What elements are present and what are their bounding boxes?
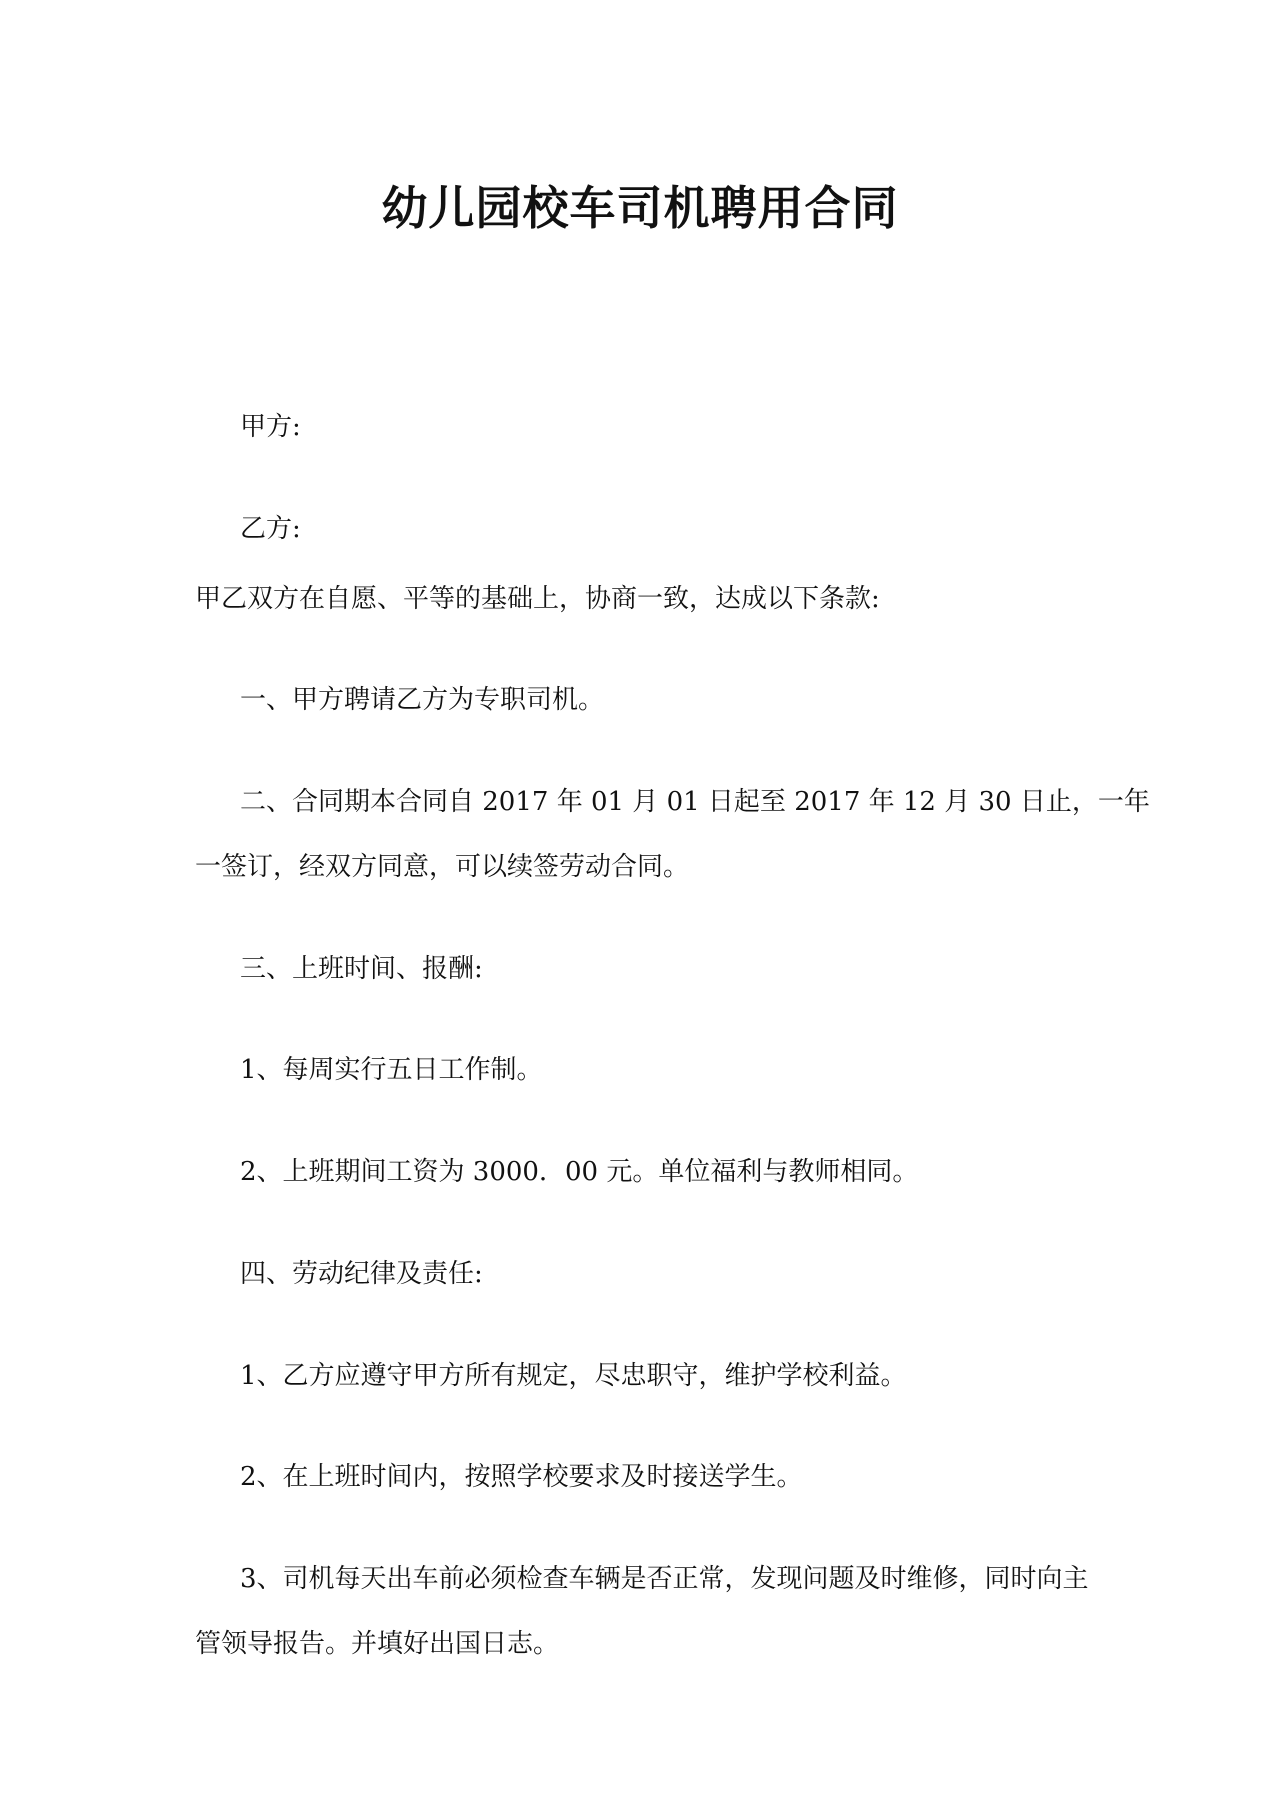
clause-3-item-2: 2、上班期间工资为 3000．00 元。单位福利与教师相同。 xyxy=(240,1157,919,1187)
clause-4-item-2: 2、在上班时间内，按照学校要求及时接送学生。 xyxy=(240,1462,803,1492)
party-a-label: 甲方: xyxy=(240,412,301,442)
document-title: 幼儿园校车司机聘用合同 xyxy=(381,181,899,235)
clause-1: 一、甲方聘请乙方为专职司机。 xyxy=(240,685,605,715)
clause-3-heading: 三、上班时间、报酬: xyxy=(240,954,483,984)
preamble: 甲乙双方在自愿、平等的基础上，协商一致，达成以下条款: xyxy=(195,584,880,614)
clause-4-item-3-line-1: 3、司机每天出车前必须检查车辆是否正常，发现问题及时维修，同时向主 xyxy=(240,1564,1089,1594)
clause-4-heading: 四、劳动纪律及责任: xyxy=(240,1259,483,1289)
clause-2-line-2: 一签订，经双方同意，可以续签劳动合同。 xyxy=(195,852,690,882)
clause-2-line-1: 二、合同期本合同自 2017 年 01 月 01 日起至 2017 年 12 月 30 日止，一年 xyxy=(240,787,1150,817)
clause-4-item-1: 1、乙方应遵守甲方所有规定，尽忠职守，维护学校利益。 xyxy=(240,1361,907,1391)
party-b-label: 乙方: xyxy=(240,514,301,544)
clause-3-item-1: 1、每周实行五日工作制。 xyxy=(240,1055,543,1085)
clause-4-item-3-line-2: 管领导报告。并填好出国日志。 xyxy=(195,1629,560,1659)
